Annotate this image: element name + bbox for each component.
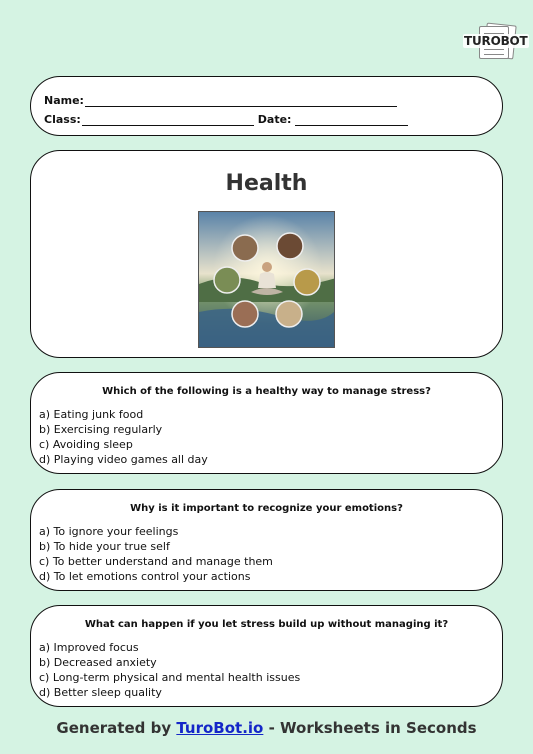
question-text: Which of the following is a healthy way to manage stress? [102, 386, 431, 397]
turobot-logo [463, 24, 528, 60]
answer-option[interactable]: a) Improved focus [39, 641, 139, 654]
answer-option[interactable]: d) Better sleep quality [39, 686, 162, 699]
answer-option[interactable]: b) To hide your true self [39, 540, 170, 553]
question-text: Why is it important to recognize your emotions? [130, 503, 403, 514]
question-text: What can happen if you let stress build up without managing it? [84, 619, 449, 630]
turobot-link[interactable]: TuroBot.io [176, 719, 264, 737]
answer-option[interactable]: a) Eating junk food [39, 408, 144, 421]
answer-options [39, 524, 273, 584]
answer-options [39, 640, 300, 700]
worksheet-title: Health [225, 171, 308, 196]
title-card [30, 150, 503, 358]
footer [0, 719, 533, 737]
answer-option[interactable]: c) To better understand and manage them [39, 555, 273, 568]
name-field[interactable] [44, 94, 397, 107]
question-card [30, 605, 503, 707]
logo-text: TUROBOT [464, 34, 528, 48]
question-card [30, 372, 503, 474]
answer-option[interactable]: a) To ignore your feelings [39, 525, 179, 538]
answer-option[interactable]: d) To let emotions control your actions [39, 570, 251, 583]
footer-prefix: Generated by [56, 719, 177, 737]
answer-option[interactable]: b) Decreased anxiety [39, 656, 157, 669]
meditation-illustration [198, 211, 335, 348]
student-info-card [30, 76, 503, 136]
answer-option[interactable]: d) Playing video games all day [39, 453, 208, 466]
date-blank-line[interactable] [295, 116, 408, 126]
class-date-row [44, 113, 408, 126]
footer-suffix: - Worksheets in Seconds [263, 719, 477, 737]
answer-options [39, 407, 208, 467]
class-label: Class: [44, 113, 81, 126]
question-card [30, 489, 503, 591]
class-blank-line[interactable] [82, 116, 254, 126]
answer-option[interactable]: c) Avoiding sleep [39, 438, 133, 451]
answer-option[interactable]: c) Long-term physical and mental health issues [39, 671, 301, 684]
name-blank-line[interactable] [85, 97, 397, 107]
name-label: Name: [44, 94, 84, 107]
date-label: Date: [257, 113, 292, 126]
answer-option[interactable]: b) Exercising regularly [39, 423, 163, 436]
